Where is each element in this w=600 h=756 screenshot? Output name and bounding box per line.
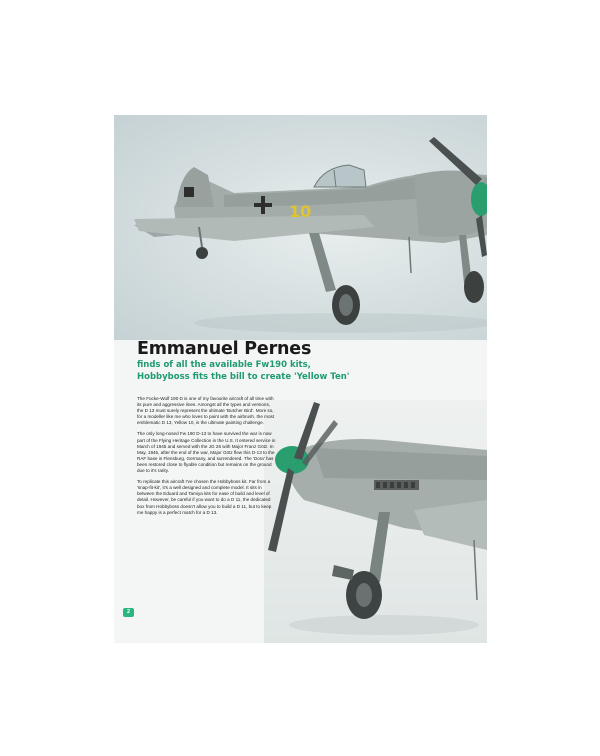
magazine-page <box>114 115 487 643</box>
body-paragraph-2: The only long-nosed Fw 190 D-13 to have survived the war is now part of the Flying Heritage Collection in the U.S. It entered service in March of 1945 and served with the JG 26 with Major Franz Götz. In May, 1945, after the end of the war, Major Götz flew this D-13 to the RAF base in Flensburg, Germany, and surrendered. The 'Dora' has been restored close to flyable condition but remains on the ground due to it's rarity. <box>137 431 276 474</box>
article-subtitle <box>137 360 367 383</box>
yellow-ten-marking: 10 <box>289 202 312 221</box>
subtitle-line-1: finds of all the available Fw190 kits, <box>137 360 311 370</box>
fw190-side-view-illustration <box>114 115 487 340</box>
body-paragraph-3: To replicate this aircraft I've chosen the Hobbyboss kit. Far from a 'snap-fit-kit', it's a well designed and complete model. It sits in between the Eduard and Tamiya kits for ease of build and level of detail. However, be careful if you want to do a D 11, the dedicated box from Hobbyboss doesn't allow you to build a D 11, but to keep me happy is a perfect match for a D 13. <box>137 479 272 515</box>
subtitle-line-2: Hobbyboss fits the bill to create 'Yellow Ten' <box>137 371 350 382</box>
top-aircraft-photo <box>114 115 487 340</box>
fw190-nose-detail-illustration <box>264 400 487 643</box>
article-author-title: Emmanuel Pernes <box>137 339 312 359</box>
page-number-badge: 2 <box>123 608 134 617</box>
body-paragraph-1: The Focke-Wulf 190 D is one of my favourite aircraft of all time with its pure and aggressive lines. Amongst all the types and versions, the D 13 must surely represent the ultimate 'Butcher Bird'. More so, for a modeller like me who loves to paint with the airbrush, the most emblematic D 13, Yellow 10, is the ultimate painting challenge. <box>137 396 275 426</box>
article-body <box>137 396 277 521</box>
bottom-aircraft-photo <box>264 400 487 643</box>
